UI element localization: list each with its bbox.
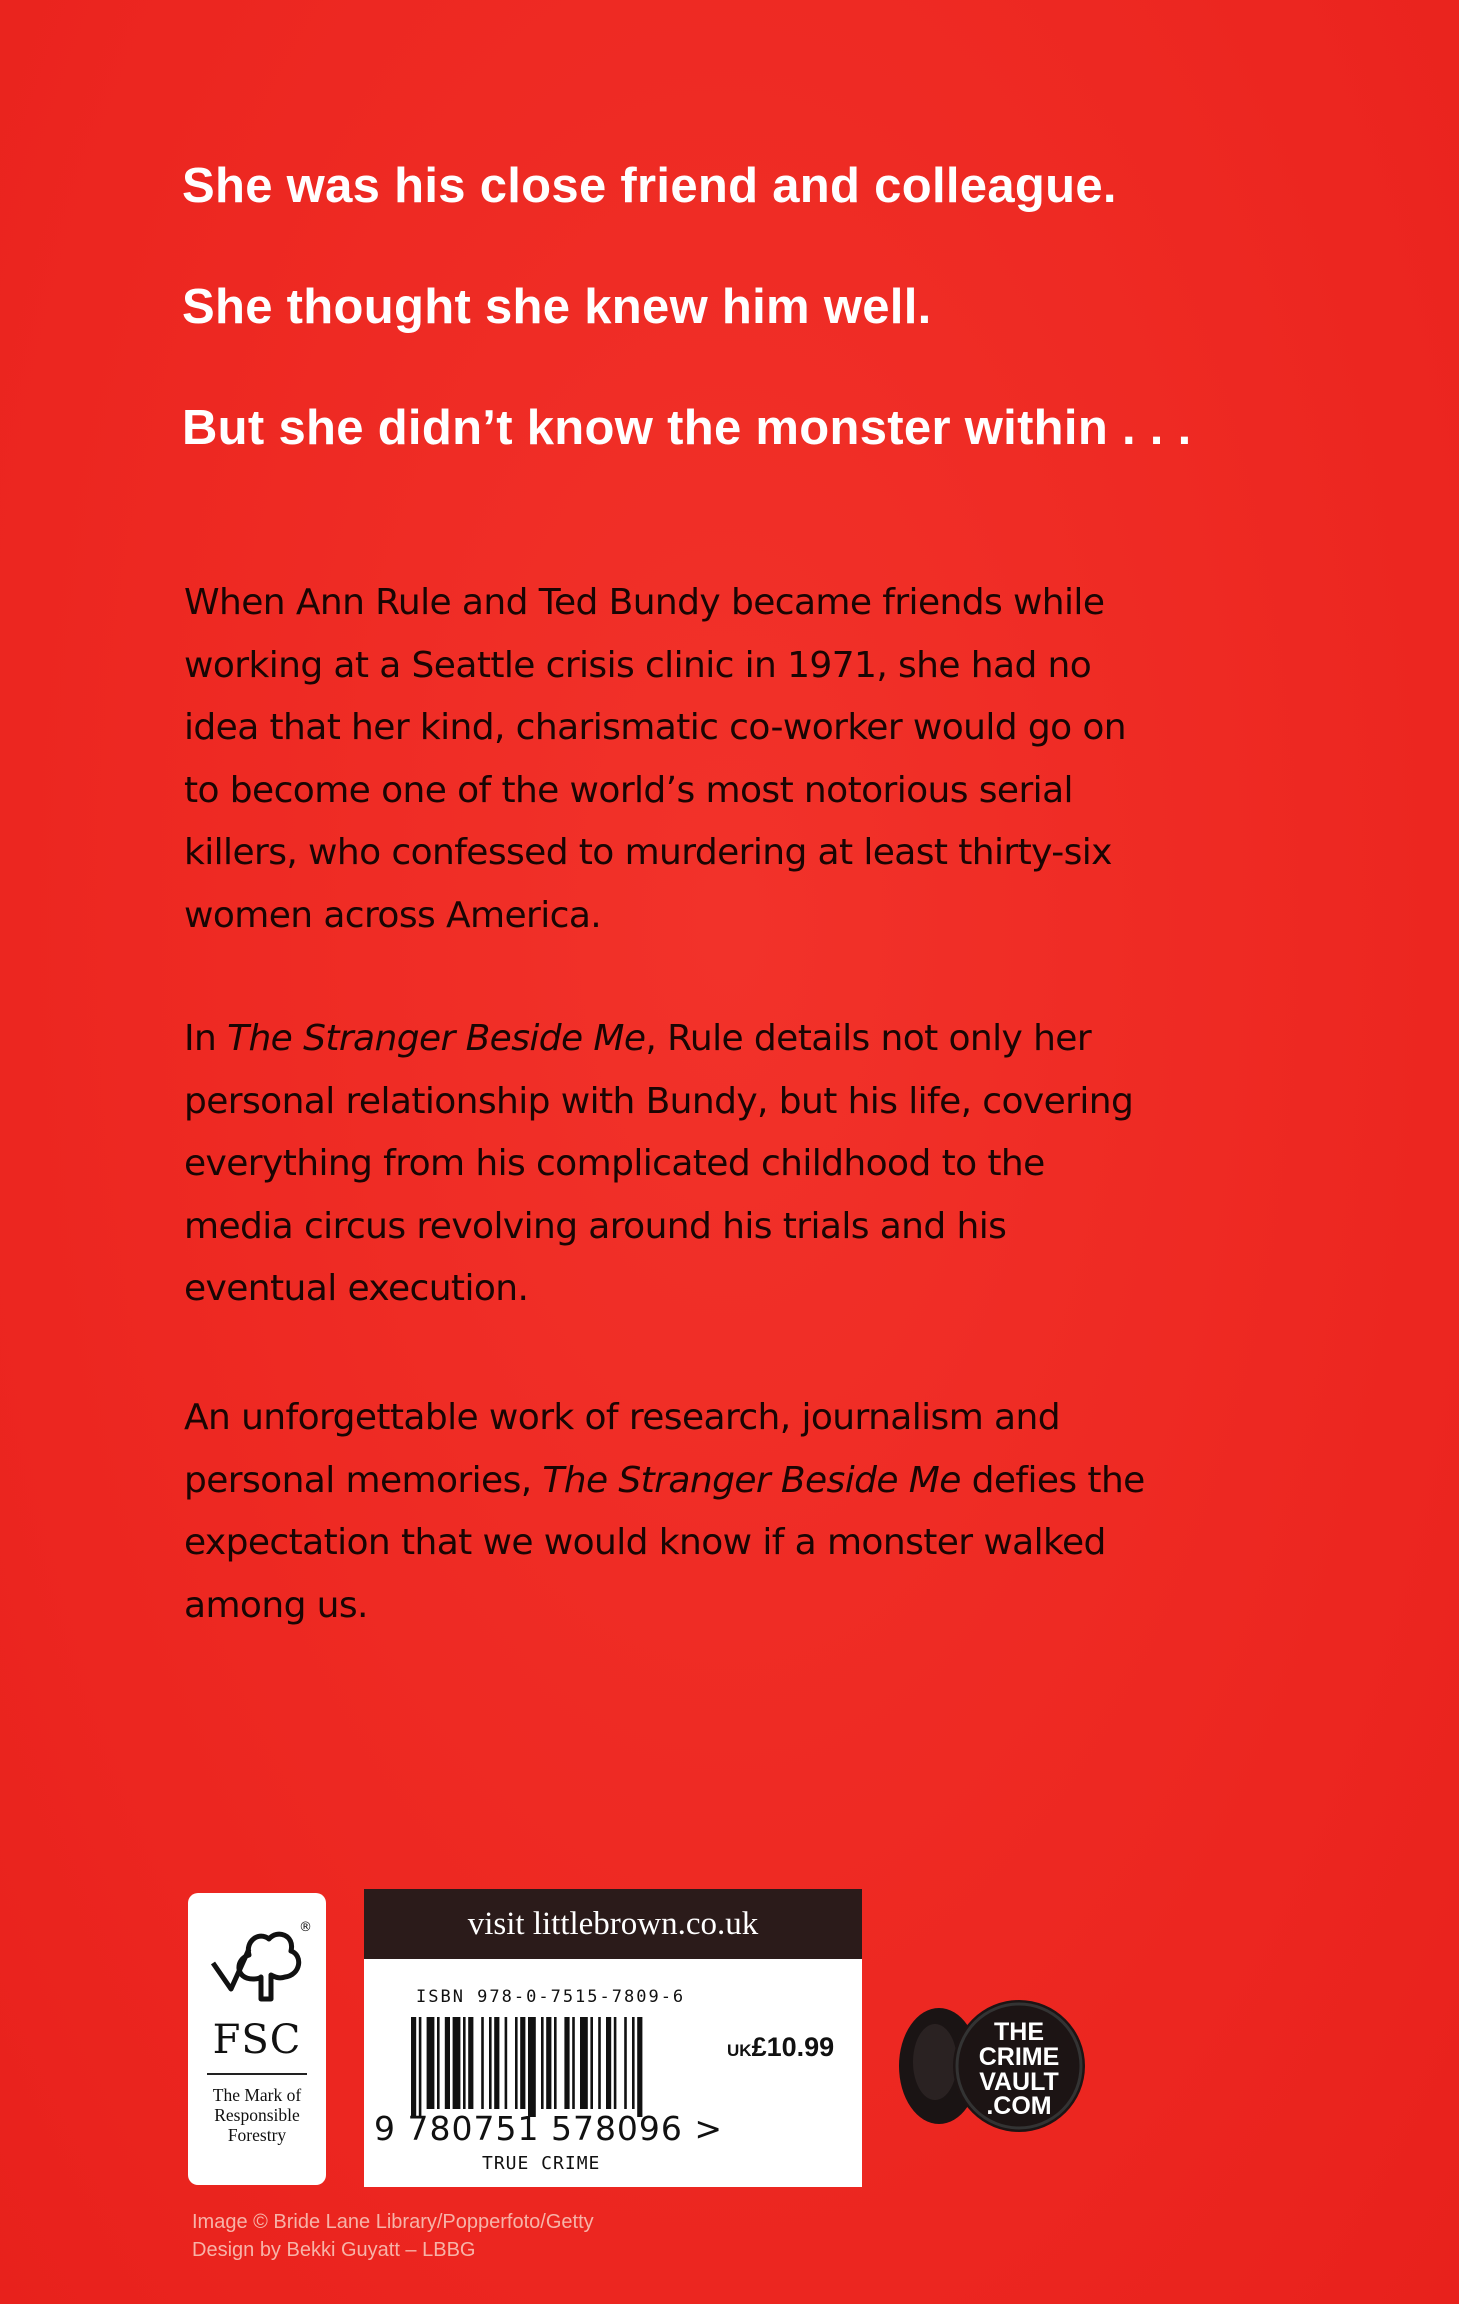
fsc-mark-text [213, 2085, 301, 2145]
barcode-bar [564, 2017, 569, 2109]
barcode-bar [520, 2017, 525, 2109]
barcode-bar [481, 2017, 484, 2109]
blurb-paragraph-1 [184, 572, 1244, 947]
genre-label: TRUE CRIME [482, 2153, 601, 2174]
barcode-bar [411, 2017, 416, 2117]
barcode-bar [505, 2017, 508, 2109]
blurb-line: expectation that we would know if a monster walked [184, 1522, 1106, 1563]
blurb-line [184, 1008, 1244, 1071]
tagline-3: But she didn’t know the monster within . . . [182, 401, 1192, 455]
barcode-bar [427, 2017, 435, 2109]
text-run: defies the [960, 1459, 1145, 1501]
tagline-1: She was his close friend and colleague. [182, 159, 1117, 213]
barcode-bar [590, 2017, 593, 2109]
fsc-mark-line: Responsible [214, 2105, 300, 2125]
barcode-bar [637, 2017, 642, 2117]
book-title: The Stranger Beside Me [542, 1459, 961, 1501]
crime-vault-logo [889, 1990, 1099, 2140]
design-credit: Design by Bekki Guyatt – LBBG [192, 2239, 476, 2261]
text-run: , Rule details not only her [645, 1018, 1092, 1059]
blurb-line: idea that her kind, charismatic co-worker would go on [184, 707, 1127, 748]
credits [192, 2208, 594, 2264]
website-link[interactable]: visit littlebrown.co.uk [364, 1889, 862, 1959]
fsc-mark-line: Forestry [227, 2125, 287, 2145]
isbn-text: ISBN 978-0-7515-7809-6 [416, 1987, 686, 2007]
price-amount: £10.99 [751, 2032, 835, 2062]
book-title: The Stranger Beside Me [227, 1018, 646, 1059]
registered-mark: ® [299, 1920, 312, 1935]
blurb-line: personal relationship with Bundy, but his life, covering [184, 1080, 1134, 1122]
blurb-line: to become one of the world’s most notorious serial [184, 769, 1073, 811]
barcode-bar [541, 2017, 544, 2109]
blurb-line: among us. [184, 1584, 368, 1626]
barcode-bar [580, 2017, 588, 2109]
blurb-line: working at a Seattle crisis clinic in 1971, she had no [184, 644, 1092, 686]
barcode-bar [494, 2017, 499, 2109]
barcode-bar [572, 2017, 575, 2109]
blurb-line: media circus revolving around his trials and his [184, 1205, 1007, 1247]
barcode-panel [364, 1959, 862, 2187]
fsc-label [188, 1893, 326, 2185]
barcode-digits: 9 780751 578096 > [374, 2109, 724, 2148]
barcode-bar [606, 2017, 611, 2109]
price-label [727, 2032, 834, 2063]
blurb-line: women across America. [184, 894, 602, 936]
vault-line: .COM [986, 2092, 1052, 2120]
barcode-bar [528, 2017, 536, 2117]
barcode-bar [614, 2017, 617, 2109]
blurb-line: When Ann Rule and Ted Bundy became friends while [184, 582, 1105, 623]
blurb-line [184, 1450, 1244, 1513]
barcode-bar [632, 2017, 635, 2109]
blurb-paragraph-2 [184, 1008, 1244, 1321]
vault-line: VAULT [979, 2068, 1059, 2096]
barcode-bar [546, 2017, 551, 2109]
price-currency: UK [727, 2041, 752, 2060]
text-run: personal memories, [184, 1459, 543, 1501]
vault-line: CRIME [978, 2043, 1060, 2071]
barcode-bar [463, 2017, 466, 2109]
barcode-bar [453, 2017, 461, 2109]
blurb-line: eventual execution. [184, 1268, 529, 1309]
barcode-bar [554, 2017, 557, 2109]
fsc-wordmark: FSC [212, 2017, 302, 2063]
tagline-2: She thought she knew him well. [182, 280, 932, 334]
divider [207, 2073, 307, 2075]
blurb-line: everything from his complicated childhood to the [184, 1143, 1045, 1184]
blurb-paragraph-3 [184, 1387, 1244, 1637]
barcode-bar [437, 2017, 440, 2109]
barcode-bars [411, 2017, 711, 2117]
barcode-bar [419, 2017, 422, 2117]
text-run: In [184, 1018, 228, 1059]
barcode-bar [624, 2017, 627, 2109]
blurb-line: An unforgettable work of research, journalism and [184, 1397, 1060, 1438]
vault-line: THE [994, 2018, 1044, 2046]
barcode-bar [468, 2017, 473, 2109]
blurb-line: killers, who confessed to murdering at least thirty-six [184, 832, 1112, 873]
barcode-bar [515, 2017, 518, 2109]
barcode-bar [445, 2017, 450, 2109]
image-credit: Image © Bride Lane Library/Popperfoto/Getty [192, 2211, 594, 2233]
fsc-tree-check-icon [205, 1919, 312, 2015]
barcode-bar [489, 2017, 492, 2109]
fsc-mark-line: The Mark of [212, 2085, 302, 2105]
barcode-bar [598, 2017, 601, 2109]
